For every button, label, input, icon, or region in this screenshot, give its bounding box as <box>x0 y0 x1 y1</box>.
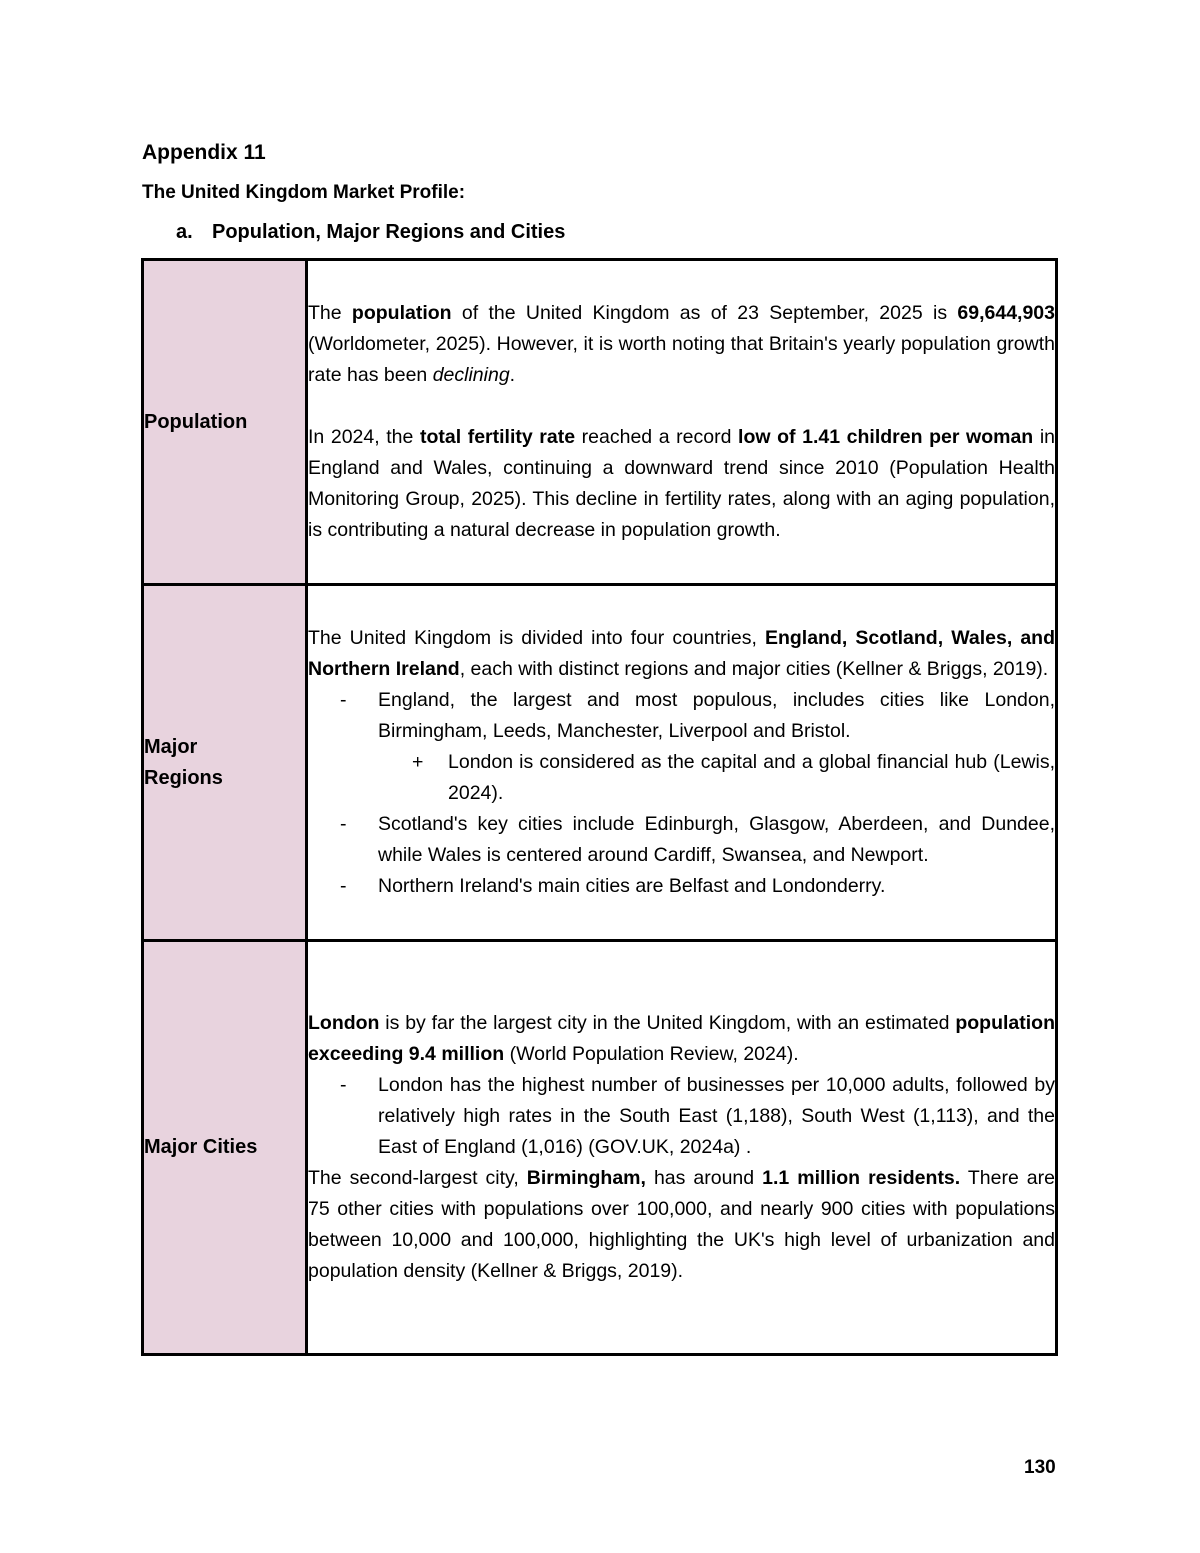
text-run: is by far the largest city in the United Kingdom, with an estimated <box>379 1012 956 1034</box>
text-run: (World Population Review, 2024). <box>504 1043 799 1065</box>
dash-bullet: - <box>340 1074 347 1096</box>
market-profile-table <box>141 258 1058 1356</box>
section-marker: a. <box>176 221 193 243</box>
text-run: in England and Wales, continuing a downward trend since 2010 (Population Health Monitoring Group, 2025). This decline in fertility rates, along with an aging population, is contributing a natural decrease in population growth. <box>308 426 1056 541</box>
major-regions-content <box>307 585 1057 941</box>
page-number: 130 <box>1024 1457 1056 1478</box>
bold-text: population exceeding 9.4 million <box>308 1012 1055 1065</box>
regions-intro <box>308 623 1055 685</box>
list-item <box>308 871 1055 902</box>
list-item <box>308 809 1055 871</box>
bold-text: London <box>308 1012 380 1034</box>
text-run: , each with distinct regions and major cities (Kellner & Briggs, 2019). <box>459 658 1049 680</box>
sub-list-item <box>308 747 1055 809</box>
section-heading <box>176 221 565 244</box>
major-cities-label: Major Cities <box>143 941 307 1355</box>
text-run: The <box>308 302 352 324</box>
list-item-text: London has the highest number of businesses per 10,000 adults, followed by relatively high rates in the South East (1,188), South West (1,113), and the East of England (1,016) (GOV.UK, 2024a) . <box>378 1074 1055 1158</box>
appendix-title: Appendix 11 <box>142 141 266 164</box>
text-run: There are 75 other cities with populations over 100,000, and nearly 900 cities with populations between 10,000 and 100,000, highlighting the UK's high level of urbanization and population density (Kellner & Briggs, 2019). <box>308 1167 1055 1282</box>
text-run: reached a record <box>575 426 739 448</box>
list-item-text: England, the largest and most populous, includes cities like London, Birmingham, Leeds, Manchester, Liverpool and Bristol. <box>378 689 1055 742</box>
major-cities-content <box>307 941 1057 1355</box>
bold-text: Birmingham, <box>526 1167 646 1189</box>
list-item-text: London is considered as the capital and a global financial hub (Lewis, 2024). <box>448 751 1055 804</box>
list-item-text: Northern Ireland's main cities are Belfast and Londonderry. <box>378 875 886 897</box>
bold-text: 1.1 million residents. <box>762 1167 961 1189</box>
cities-paragraph-2 <box>308 1163 1055 1287</box>
label-line: Major <box>144 735 198 758</box>
major-regions-label <box>143 585 307 941</box>
population-row <box>143 260 1057 585</box>
cities-paragraph-1 <box>308 1008 1055 1070</box>
text-run: The second-largest city, <box>308 1167 527 1189</box>
bold-text: total fertility rate <box>419 426 576 448</box>
bold-text: low of 1.41 children per woman <box>738 426 1034 448</box>
bold-text: England, Scotland, Wales, and Northern Ireland <box>308 627 1055 680</box>
text-run: The United Kingdom is divided into four countries, <box>308 627 765 649</box>
population-content <box>307 260 1057 585</box>
dash-bullet: - <box>340 875 347 897</box>
population-label: Population <box>143 260 307 585</box>
plus-bullet: + <box>412 751 424 773</box>
italic-text: declining <box>432 364 510 386</box>
dash-bullet: - <box>340 689 347 711</box>
text-run: of the United Kingdom as of 23 September, 2025 is <box>451 302 958 324</box>
population-paragraph-2 <box>308 422 1055 546</box>
text-run: has around <box>645 1167 763 1189</box>
label-line: Regions <box>144 766 223 789</box>
text-run: . <box>509 364 516 386</box>
major-cities-row <box>143 941 1057 1355</box>
population-figure: 69,644,903 <box>957 302 1055 324</box>
text-run: In 2024, the <box>308 426 420 448</box>
list-item <box>308 1070 1055 1163</box>
text-run: (Worldometer, 2025). However, it is worth noting that Britain's yearly population growth rate has been <box>308 333 1055 386</box>
bold-text: population <box>351 302 452 324</box>
major-regions-row <box>143 585 1057 941</box>
paragraph-gap <box>308 391 1055 422</box>
dash-bullet: - <box>340 813 347 835</box>
section-title: Population, Major Regions and Cities <box>212 221 566 243</box>
list-item-text: Scotland's key cities include Edinburgh, Glasgow, Aberdeen, and Dundee, while Wales is centered around Cardiff, Swansea, and Newport. <box>378 813 1055 866</box>
population-paragraph-1 <box>308 298 1055 391</box>
market-profile-title: The United Kingdom Market Profile: <box>142 182 466 203</box>
list-item <box>308 685 1055 747</box>
